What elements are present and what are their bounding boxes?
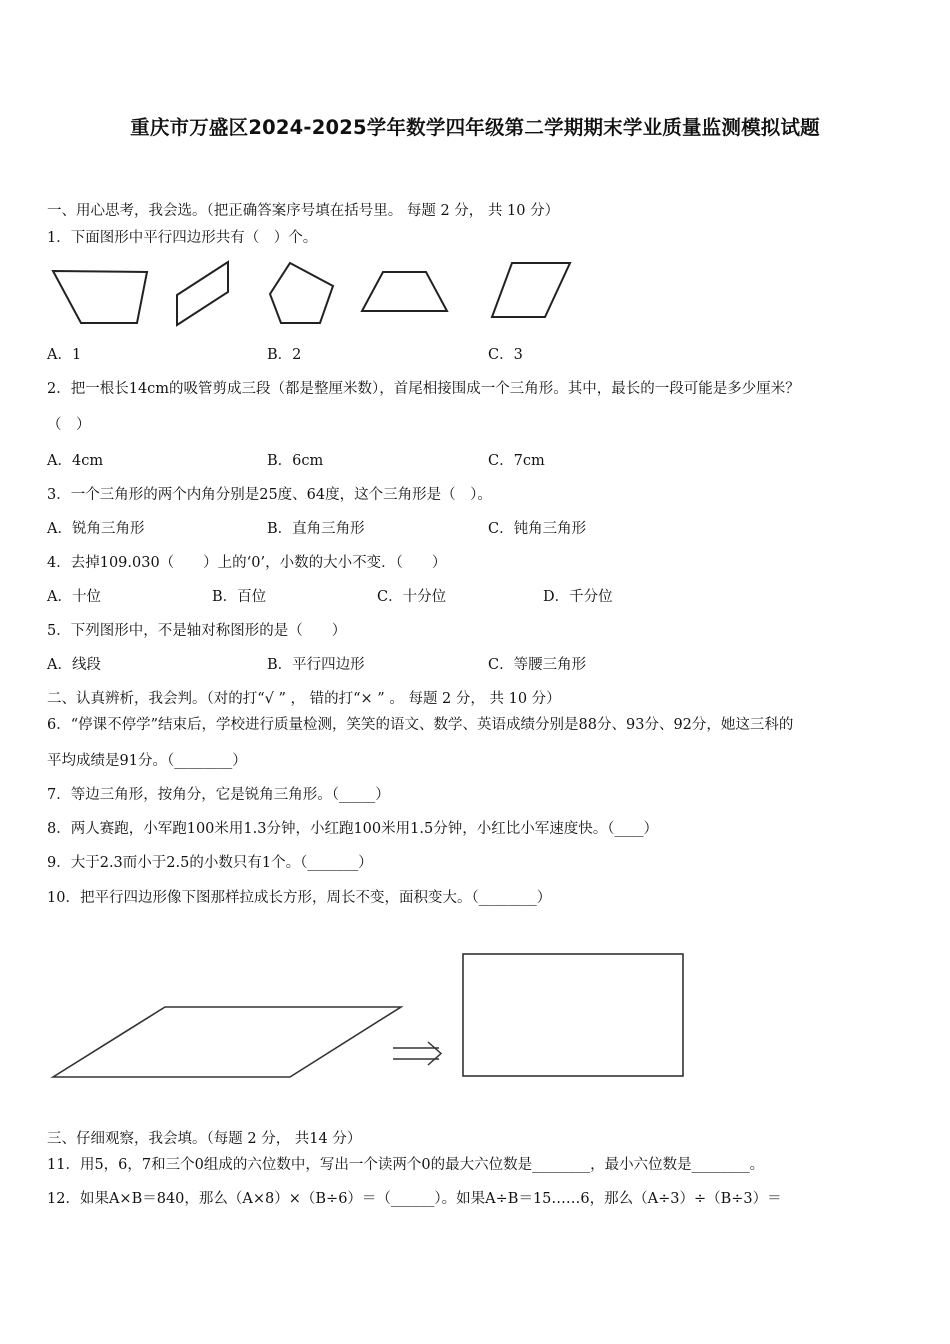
q10-parallelogram [53, 1007, 401, 1077]
double-arrow-icon [393, 1042, 441, 1065]
q1-shape-trapezoid [53, 271, 147, 323]
q1-shape-parallelogram-small [177, 262, 228, 325]
question-5: 5．下列图形中，不是轴对称图形的是（ ） [47, 623, 347, 639]
q2-option-c: C．7cm [488, 453, 545, 469]
section-3-header: 三、仔细观察，我会填。（每题 2 分， 共14 分） [47, 1131, 362, 1147]
q3-option-c: C．钝角三角形 [488, 521, 587, 537]
q3-option-a: A．锐角三角形 [47, 521, 145, 537]
q1-shape-isosceles-trapezoid [362, 272, 447, 311]
q1-shape-pentagon [270, 263, 333, 323]
question-1: 1．下面图形中平行四边形共有（ ）个。 [47, 230, 318, 246]
q1-option-b: B．2 [267, 347, 302, 363]
question-3: 3．一个三角形的两个内角分别是25度、64度，这个三角形是（ ）。 [47, 487, 492, 503]
q2-option-b: B．6cm [267, 453, 324, 469]
q4-option-d: D．千分位 [543, 589, 613, 605]
question-12: 12．如果A×B＝840，那么（A×8）×（B÷6）＝（______）。如果A÷B＝15……6，那么（A÷3）÷（B÷3）＝ [47, 1191, 782, 1207]
page-title: 重庆市万盛区2024-2025学年数学四年级第二学期期末学业质量监测模拟试题 [130, 116, 820, 139]
question-8: 8．两人赛跑，小军跑100米用1.3分钟，小红跑100米用1.5分钟，小红比小军速度快。（____） [47, 821, 658, 837]
q2-option-a: A．4cm [47, 453, 104, 469]
q10-figure [45, 950, 695, 1085]
question-9: 9．大于2.3而小于2.5的小数只有1个。（_______） [47, 855, 373, 871]
q5-option-b: B．平行四边形 [267, 657, 365, 673]
q4-option-b: B．百位 [212, 589, 267, 605]
question-11: 11．用5，6，7和三个0组成的六位数中，写出一个读两个0的最大六位数是________，最小六位数是________。 [47, 1157, 765, 1173]
q10-rectangle [463, 954, 683, 1076]
question-10: 10．把平行四边形像下图那样拉成长方形，周长不变，面积变大。（________） [47, 890, 552, 906]
question-4: 4．去掉109.030（ ）上的‘0’，小数的大小不变．（ ） [47, 555, 447, 571]
section-1-header: 一、用心思考，我会选。（把正确答案序号填在括号里。 每题 2 分， 共 10 分） [47, 203, 560, 219]
q4-option-c: C．十分位 [377, 589, 447, 605]
q1-option-c: C．3 [488, 347, 523, 363]
section-2-header: 二、认真辨析，我会判。（对的打“√ ” ， 错的打“× ” 。 每题 2 分， 共 10 分） [47, 691, 561, 707]
question-6-line-2: 平均成绩是91分。（________） [47, 753, 247, 769]
q4-option-a: A．十位 [47, 589, 101, 605]
q3-option-b: B．直角三角形 [267, 521, 365, 537]
q1-option-a: A．1 [47, 347, 82, 363]
question-2: 2．把一根长14cm的吸管剪成三段（都是整厘米数），首尾相接围成一个三角形。其中，最长的一段可能是多少厘米？ [47, 381, 800, 397]
question-2-blank: （ ） [47, 417, 91, 433]
q5-option-a: A．线段 [47, 657, 101, 673]
q1-shapes-figure [45, 255, 585, 335]
q1-shape-parallelogram-large [492, 263, 570, 317]
question-7: 7．等边三角形，按角分，它是锐角三角形。（_____） [47, 787, 390, 803]
question-6-line-1: 6．“停课不停学”结束后，学校进行质量检测，笑笑的语文、数学、英语成绩分别是88分、93分、92分，她这三科的 [47, 717, 794, 733]
q5-option-c: C．等腰三角形 [488, 657, 587, 673]
